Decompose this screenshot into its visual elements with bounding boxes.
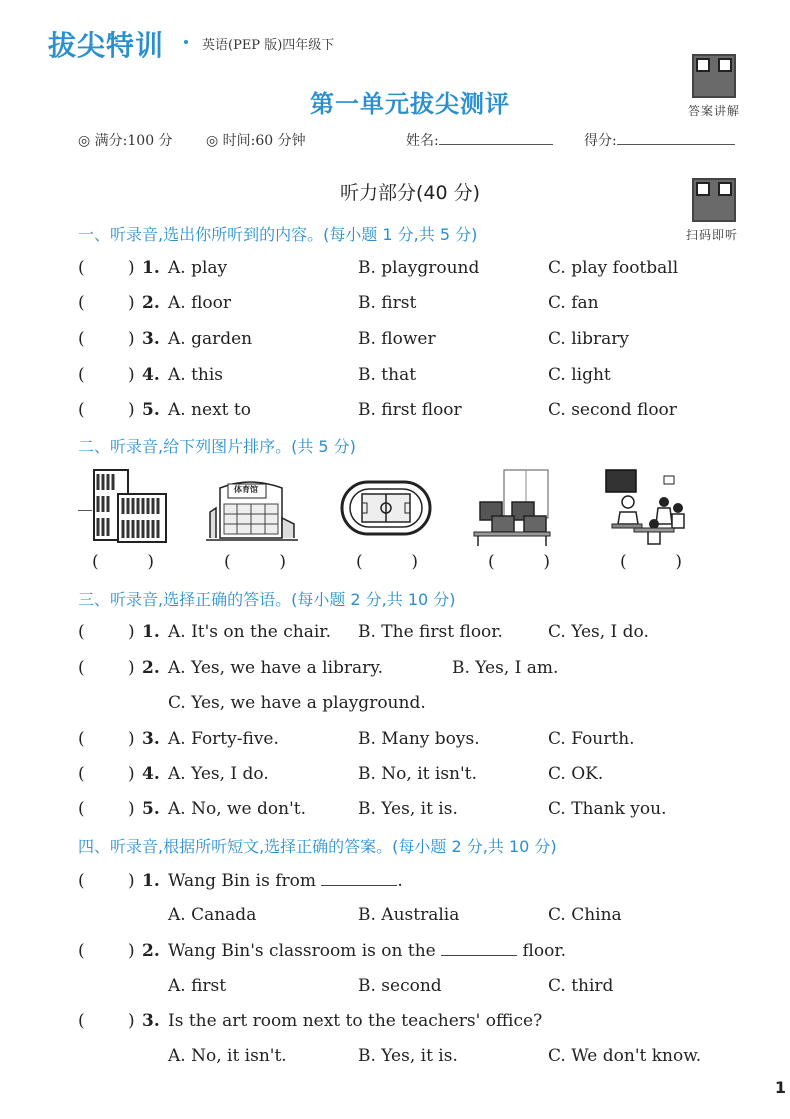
question-number: 1.	[142, 622, 160, 642]
full-score: ◎ 满分:100 分	[78, 133, 173, 149]
question-stem: Is the art room next to the teachers' office?	[168, 1011, 543, 1031]
option-b: B. Yes, it is.	[358, 799, 458, 819]
option-c: C. Yes, we have a playground.	[168, 693, 426, 713]
option-b: B. No, it isn't.	[358, 764, 477, 784]
option-c: C. third	[548, 976, 614, 996]
qr-label-answers: 答案讲解	[688, 104, 741, 118]
option-a: A. this	[168, 365, 224, 385]
brand-dot	[184, 40, 188, 44]
question-number: 4.	[142, 365, 160, 385]
part-three-heading: 三、听录音,选择正确的答语。(每小题 2 分,共 10 分)	[78, 590, 456, 609]
name-line[interactable]	[439, 130, 553, 145]
option-a: A. first	[168, 976, 227, 996]
option-c: C. library	[548, 329, 629, 349]
option-a: A. floor	[168, 293, 232, 313]
option-b: B. Many boys.	[358, 729, 480, 749]
question-number: 3.	[142, 729, 160, 749]
stem-text: .	[397, 871, 403, 891]
option-b: B. flower	[358, 329, 436, 349]
gym-building-icon	[206, 468, 298, 546]
option-a: A. Yes, I do.	[168, 764, 269, 784]
option-a: A. play	[168, 258, 228, 278]
teachers-office-icon	[604, 468, 688, 546]
score-field[interactable]	[584, 130, 735, 150]
bookshelf-icon	[92, 468, 170, 546]
option-a: A. No, it isn't.	[168, 1046, 287, 1066]
option-a: A. Forty-five.	[168, 729, 279, 749]
question-number: 3.	[142, 1011, 160, 1031]
option-a: A. garden	[168, 329, 253, 349]
question-number: 4.	[142, 764, 160, 784]
option-c: C. second floor	[548, 400, 677, 420]
fill-blank[interactable]	[321, 869, 397, 886]
option-b: B. that	[358, 365, 417, 385]
question-number: 1.	[142, 258, 160, 278]
option-c: C. We don't know.	[548, 1046, 702, 1066]
listening-section-title: 听力部分(40 分)	[339, 182, 481, 204]
qr-code-icon[interactable]	[692, 178, 736, 222]
question-number: 2.	[142, 941, 160, 961]
option-a: A. next to	[168, 400, 251, 420]
question-number: 2.	[142, 293, 160, 313]
part-two-heading: 二、听录音,给下列图片排序。(共 5 分)	[78, 437, 356, 456]
name-field[interactable]	[406, 130, 553, 150]
sports-field-icon	[340, 468, 432, 546]
option-a: A. Canada	[168, 905, 257, 925]
option-b: B. Yes, it is.	[358, 1046, 458, 1066]
name-label: 姓名:	[406, 133, 439, 149]
option-c: C. Thank you.	[548, 799, 667, 819]
part-four-heading: 四、听录音,根据所听短文,选择正确的答案。(每小题 2 分,共 10 分)	[78, 837, 557, 856]
option-a: A. Yes, we have a library.	[168, 658, 384, 678]
option-b: B. Australia	[358, 905, 460, 925]
question-stem	[168, 869, 403, 893]
option-c: C. Yes, I do.	[548, 622, 649, 642]
qr-code-icon[interactable]	[692, 54, 736, 98]
score-line[interactable]	[617, 130, 735, 145]
part-one-heading: 一、听录音,选出你所听到的内容。(每小题 1 分,共 5 分)	[78, 225, 478, 244]
option-b: B. first	[358, 293, 417, 313]
option-a: A. It's on the chair.	[168, 622, 331, 642]
fill-blank[interactable]	[441, 939, 517, 956]
option-b: B. second	[358, 976, 442, 996]
question-number: 5.	[142, 400, 160, 420]
qr-label-listen: 扫码即听	[686, 228, 739, 242]
question-number: 5.	[142, 799, 160, 819]
option-a: A. No, we don't.	[168, 799, 306, 819]
stem-text: floor.	[522, 941, 566, 961]
stem-text: Wang Bin is from	[168, 871, 316, 891]
score-label: 得分:	[584, 133, 617, 149]
option-b: B. playground	[358, 258, 480, 278]
question-number: 1.	[142, 871, 160, 891]
stem-text: Wang Bin's classroom is on the	[168, 941, 436, 961]
book-title: 英语(PEP 版)四年级下	[202, 38, 335, 53]
option-c: C. play football	[548, 258, 679, 278]
option-c: C. light	[548, 365, 611, 385]
gym-sign: 体育馆	[234, 485, 258, 494]
computer-room-icon	[472, 468, 552, 546]
question-number: 2.	[142, 658, 160, 678]
page-number: 1	[774, 1078, 786, 1097]
option-c: C. Fourth.	[548, 729, 635, 749]
time-limit: ◎ 时间:60 分钟	[206, 133, 306, 149]
series-brand: 拔尖特训	[48, 29, 165, 62]
option-b: B. The first floor.	[358, 622, 503, 642]
option-c: C. fan	[548, 293, 599, 313]
option-b: B. Yes, I am.	[452, 658, 559, 678]
option-c: C. China	[548, 905, 622, 925]
option-b: B. first floor	[358, 400, 462, 420]
question-number: 3.	[142, 329, 160, 349]
page-title: 第一单元拔尖测评	[310, 90, 510, 118]
option-c: C. OK.	[548, 764, 604, 784]
tick-line	[78, 510, 92, 511]
question-stem	[168, 939, 566, 963]
